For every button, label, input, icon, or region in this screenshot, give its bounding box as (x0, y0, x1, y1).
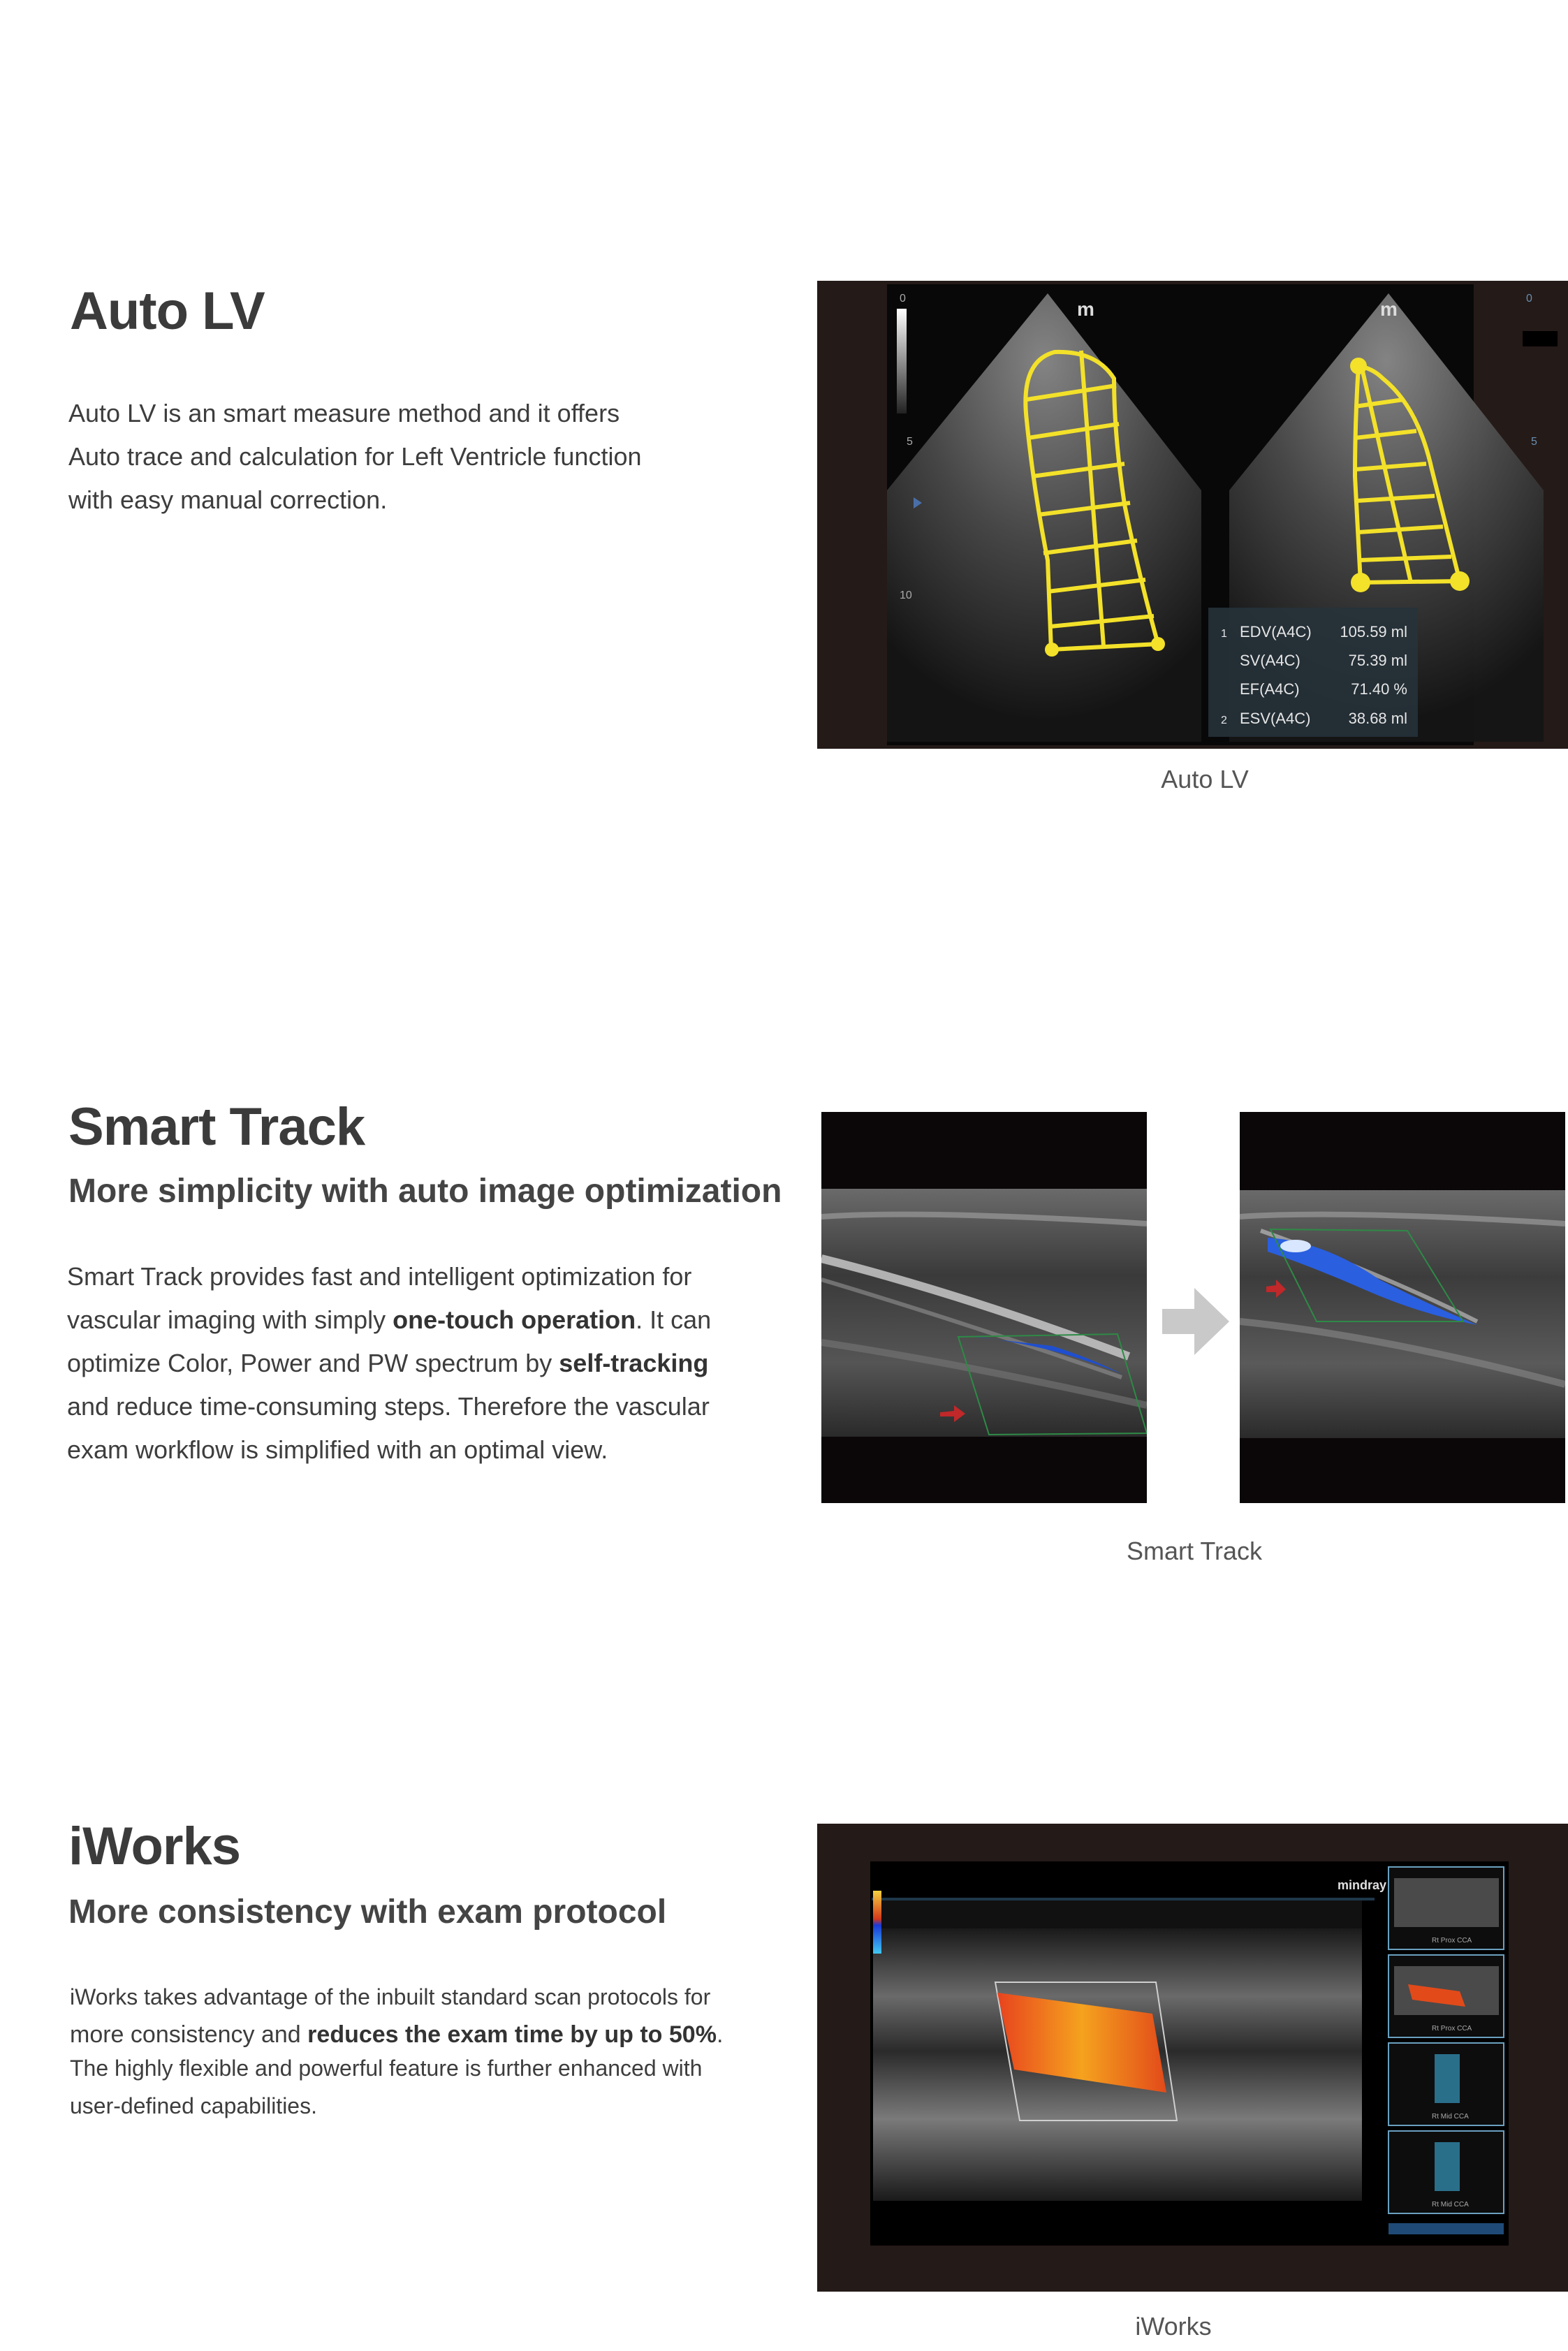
exam-time-emphasis: reduces the exam time by up to 50% (307, 2021, 717, 2048)
iworks-line: user-defined capabilities. (70, 2093, 317, 2118)
thumbnail-label: Rt Prox CCA (1432, 2025, 1472, 2033)
smart-track-line: and reduce time-consuming steps. Therefore the vascular (67, 1392, 710, 1421)
iworks-title: iWorks (68, 1817, 241, 1876)
smart-track-subtitle: More simplicity with auto image optimization (68, 1173, 782, 1210)
thumbnail-label: Rt Prox CCA (1432, 1937, 1472, 1944)
measurement-value: 38.68 ml (1348, 710, 1407, 727)
measurement-value: 75.39 ml (1348, 652, 1407, 669)
smart-track-after-image (1240, 1112, 1565, 1503)
depth-tick: 5 (907, 436, 913, 448)
iworks-description (70, 1978, 796, 2125)
depth-tick: 0 (900, 293, 906, 305)
logo-left: m (1077, 298, 1094, 320)
right-tick: 5 (1531, 436, 1537, 448)
measurement-value: 71.40 % (1351, 680, 1407, 698)
smart-track-line: vascular imaging with simply one-touch operation. It can (67, 1305, 712, 1334)
auto-lv-caption: Auto LV (1161, 765, 1249, 793)
auto-lv-title: Auto LV (70, 281, 265, 341)
iworks-caption: iWorks (1135, 2312, 1212, 2341)
iworks-line: The highly flexible and powerful feature is further enhanced with (70, 2056, 703, 2081)
one-touch-emphasis: one-touch operation (393, 1305, 636, 1334)
auto-lv-line: with easy manual correction. (68, 485, 388, 514)
logo-right: m (1380, 298, 1398, 320)
measurement-index: 2 (1221, 715, 1227, 726)
iworks-subtitle: More consistency with exam protocol (68, 1894, 667, 1931)
thumbnail-label: Rt Mid CCA (1432, 2113, 1469, 2121)
smart-track-title: Smart Track (68, 1097, 365, 1157)
self-tracking-emphasis: self-tracking (559, 1349, 709, 1377)
smart-track-before-image (821, 1112, 1147, 1503)
iworks-line: more consistency and reduces the exam time by up to 50%. (70, 2021, 724, 2048)
measurement-label: SV(A4C) (1240, 652, 1300, 669)
smart-track-line: Smart Track provides fast and intelligent optimization for (67, 1262, 692, 1291)
auto-lv-line: Auto trace and calculation for Left Ventricle function (68, 442, 642, 471)
iworks-line: iWorks takes advantage of the inbuilt standard scan protocols for (70, 1984, 711, 2009)
arrow-right-icon (1159, 1285, 1232, 1358)
smart-track-description (67, 1255, 786, 1472)
depth-tick: 10 (900, 589, 912, 601)
thumbnail-label: Rt Mid CCA (1432, 2201, 1469, 2209)
smart-track-caption: Smart Track (1126, 1537, 1263, 1565)
measurement-label: EDV(A4C) (1240, 623, 1312, 640)
auto-lv-line: Auto LV is an smart measure method and it offers (68, 399, 620, 427)
measurement-value: 105.59 ml (1340, 623, 1407, 640)
measurement-index: 1 (1221, 628, 1227, 640)
smart-track-line: exam workflow is simplified with an optimal view. (67, 1435, 608, 1464)
measurement-label: ESV(A4C) (1240, 710, 1311, 727)
measurement-label: EF(A4C) (1240, 680, 1300, 698)
right-tick: 0 (1526, 293, 1532, 305)
iworks-image (817, 1824, 1568, 2292)
auto-lv-image (817, 281, 1568, 749)
smart-track-line: optimize Color, Power and PW spectrum by self-tracking (67, 1349, 709, 1377)
mindray-logo: mindray (1338, 1878, 1387, 1892)
auto-lv-description (68, 392, 767, 522)
